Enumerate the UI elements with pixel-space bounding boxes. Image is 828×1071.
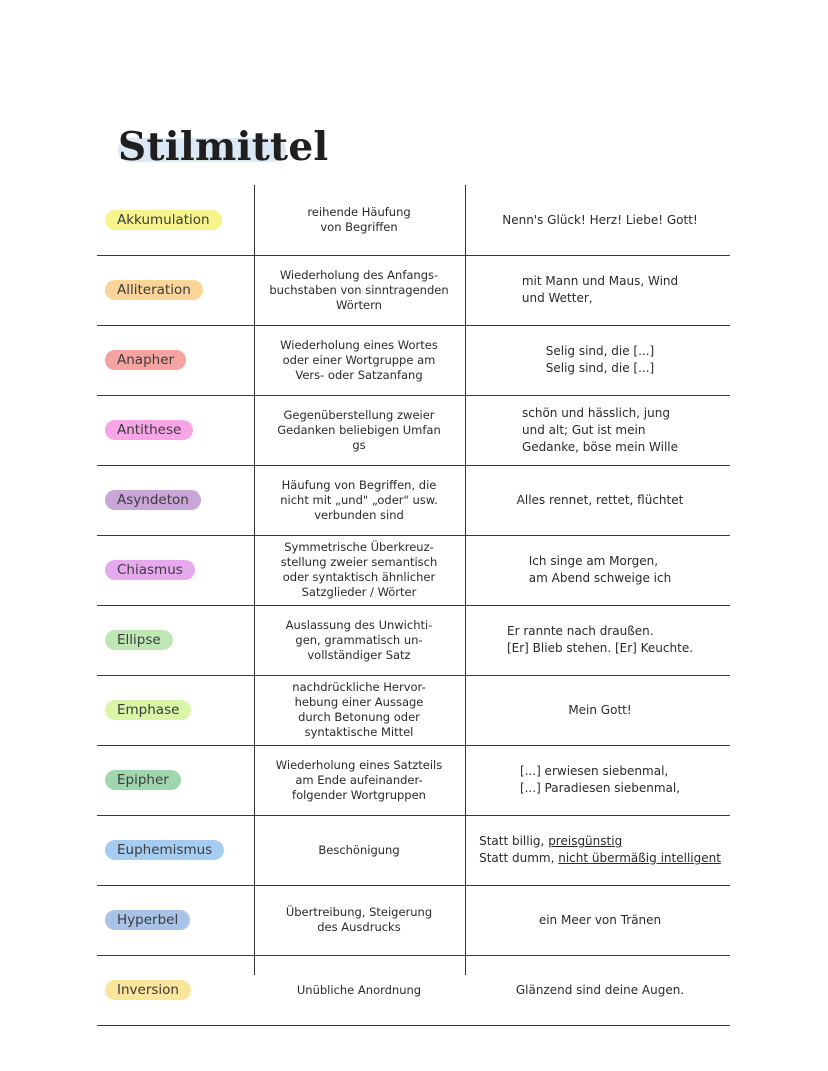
- term-label: Anapher: [105, 350, 186, 370]
- page-title: Stilmittel: [118, 124, 329, 170]
- term-cell: [105, 605, 173, 675]
- table-row: [97, 465, 730, 535]
- table-row: [97, 185, 730, 255]
- definition-cell: Unübliche Anordnung: [296, 982, 422, 997]
- table-row: [97, 535, 730, 605]
- example-cell: ein Meer von Tränen: [538, 912, 662, 927]
- definition-cell: Wiederholung des Anfangs- buchstaben von sinntragenden Wörtern: [269, 267, 449, 312]
- term-cell: [105, 955, 191, 1025]
- example-cell: Nenn's Glück! Herz! Liebe! Gott!: [502, 212, 698, 227]
- definition-cell: nachdrückliche Hervor- hebung einer Aussage durch Betonung oder syntaktische Mittel: [292, 680, 426, 739]
- definition-cell: Symmetrische Überkreuz- stellung zweier semantisch oder syntaktisch ähnlicher Satzglieder / Wörter: [280, 540, 438, 599]
- table-row: [97, 395, 730, 465]
- table-row: [97, 605, 730, 675]
- example-cell: Ich singe am Morgen, am Abend schweige ich: [528, 554, 672, 585]
- table-row: [97, 745, 730, 815]
- title-block: [118, 124, 329, 174]
- table-row: [97, 325, 730, 395]
- term-cell: [105, 185, 222, 255]
- definition-cell: Auslassung des Unwichti- gen, grammatisch un- vollständiger Satz: [285, 617, 433, 662]
- term-label: Chiasmus: [105, 560, 195, 580]
- term-label: Inversion: [105, 980, 191, 1000]
- term-cell: [105, 255, 203, 325]
- term-cell: [105, 395, 193, 465]
- example-cell: schön und hässlich, jung und alt; Gut ist mein Gedanke, böse mein Wille: [521, 405, 678, 454]
- example-cell: [471, 815, 729, 885]
- example-cell: [...] erwiesen siebenmal, [...] Paradiesen siebenmal,: [519, 764, 681, 795]
- term-cell: [105, 885, 190, 955]
- term-cell: [105, 675, 191, 745]
- term-cell: [105, 465, 201, 535]
- example-cell: Er rannte nach draußen. [Er] Blieb stehen. [Er] Keuchte.: [506, 624, 694, 655]
- definition-cell: Beschönigung: [318, 842, 400, 857]
- example-cell: Alles rennet, rettet, flüchtet: [516, 492, 684, 507]
- definition-cell: Wiederholung eines Wortes oder einer Wortgruppe am Vers- oder Satzanfang: [280, 337, 438, 382]
- term-label: Asyndeton: [105, 490, 201, 510]
- example-cell: Glänzend sind deine Augen.: [515, 982, 685, 997]
- term-label: Hyperbel: [105, 910, 190, 930]
- example-cell: Mein Gott!: [568, 702, 632, 717]
- table-row: [97, 815, 730, 885]
- term-label: Epipher: [105, 770, 181, 790]
- term-label: Emphase: [105, 700, 191, 720]
- term-label: Alliteration: [105, 280, 203, 300]
- definition-cell: Übertreibung, Steigerung des Ausdrucks: [285, 905, 433, 934]
- table-row: [97, 675, 730, 745]
- stilmittel-table: [97, 185, 730, 998]
- definition-cell: Häufung von Begriffen, die nicht mit „und" „oder" usw. verbunden sind: [280, 477, 438, 522]
- definition-cell: reihende Häufung von Begriffen: [307, 205, 411, 234]
- table-row: [97, 955, 730, 1025]
- example-cell: mit Mann und Maus, Wind und Wetter,: [521, 274, 679, 305]
- term-cell: [105, 325, 186, 395]
- example-line: [479, 850, 721, 867]
- example-line: [479, 833, 721, 850]
- example-text: Statt billig,: [479, 834, 549, 848]
- term-label: Antithese: [105, 420, 193, 440]
- definition-cell: Gegenüberstellung zweier Gedanken beliebigen Umfan gs: [277, 407, 441, 452]
- table-row: [97, 885, 730, 955]
- example-underlined-text: preisgünstig: [548, 834, 623, 848]
- row-divider: [97, 1025, 730, 1026]
- term-cell: [105, 745, 181, 815]
- example-underlined-text: nicht übermäßig intelligent: [558, 851, 721, 865]
- definition-cell: Wiederholung eines Satzteils am Ende aufeinander- folgender Wortgruppen: [275, 757, 443, 802]
- example-text: Statt dumm,: [479, 851, 559, 865]
- term-label: Akkumulation: [105, 210, 222, 230]
- term-label: Ellipse: [105, 630, 173, 650]
- term-cell: [105, 815, 224, 885]
- example-cell: Selig sind, die [...] Selig sind, die [...]: [545, 344, 655, 375]
- term-label: Euphemismus: [105, 840, 224, 860]
- term-cell: [105, 535, 195, 605]
- table-row: [97, 255, 730, 325]
